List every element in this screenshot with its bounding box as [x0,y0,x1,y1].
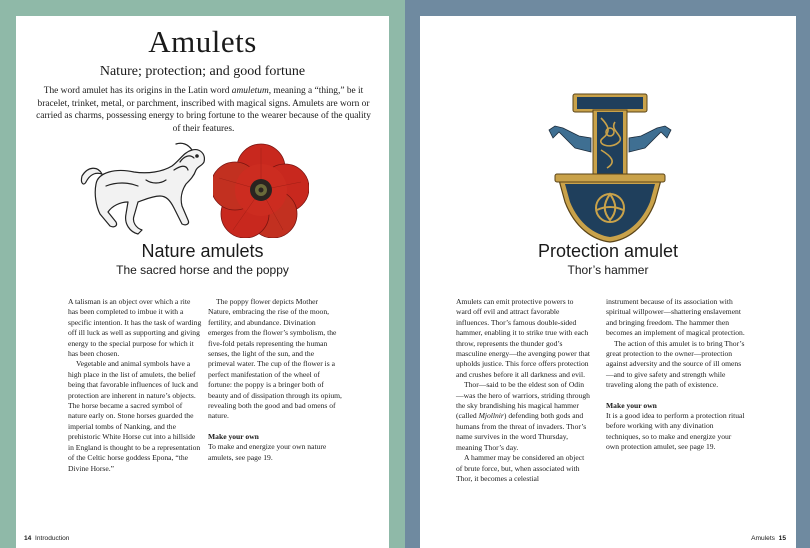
paragraph: The poppy flower depicts Mother Nature, embracing the rise of the moon, fertility, and abundance. Divination emerges from the flower’s symbolism, the five-fold petals representing the human senses, the light of the sun, and the primeval water. The cup of the flower is a perfect manifestation of the wheel of fortune: the poppy is a bringer both of beauty and of dissipation through its opium, revealing both the good and bad omens of nature. [208,297,342,421]
paragraph: Vegetable and animal symbols have a high place in the list of amulets, the belief being that favorable influences of luck and protection are inherent in nature’s objects. The horse became a sacred symbol of nature early on. Stone horses guarded the imperial tombs of Nanking, and the prehistoric White Horse cut into a hillside in England is thought to be a representation of the Celtic horse goddess Epona, “the Divine Horse.” [68,359,201,473]
left-column-2 [208,297,342,463]
make-your-own-heading: Make your own [606,400,657,410]
left-column-1 [68,297,202,474]
left-footer [24,535,69,542]
make-your-own-text: It is a good idea to perform a protection ritual before working with any divination techniques, so to make and energize your own protection amulet, see page 19. [606,411,745,452]
intro-paragraph: The word amulet has its origins in the Latin word amuletum, meaning a “thing,” be it bracelet, trinket, metal, or parchment, inscribed with magical signs. Amulets are worn or carried as charms, possessing energy to bring fortune to the wearer because of the quality of their features. [36,86,371,134]
make-your-own-text: To make and energize your own nature amulets, see page 19. [208,442,327,462]
paragraph: Amulets can emit protective powers to ward off evil and attract favorable influences. Thor’s famous double-sided hammer, enabling it to strike true with each throw, represents the thunder god’s masculine energy—the avenging power that upholds justice. This force offers protection and crushes before it all darkness and evil. [456,297,590,379]
section-subtitle-protection: Thor’s hammer [567,263,649,277]
paragraph: A hammer may be considered an object of brute force, but, when associated with Thor, it becomes a celestial [456,453,585,483]
right-column-1 [456,297,590,484]
footer-label: Introduction [35,535,70,542]
page-title: Amulets [148,24,257,59]
section-title-nature: Nature amulets [141,241,264,261]
page-subtitle: Nature; protection; and good fortune [99,64,306,79]
thors-hammer-illustration [545,92,675,244]
right-footer [751,535,786,542]
poppy-illustration [213,142,309,238]
page-number: 14 [24,535,32,542]
paragraph: instrument because of its association with spiritual willpower—shattering enslavement and bringing freedom. The hammer then becomes an implement of magical protection. [606,297,745,338]
page-number: 15 [778,535,786,542]
left-page [16,16,389,548]
section-subtitle-nature: The sacred horse and the poppy [116,263,289,277]
right-column-2 [606,297,746,453]
make-your-own-heading: Make your own [208,431,259,441]
paragraph: The action of this amulet is to bring Thor’s great protection to the owner—protection against adversity and the source of ill omens—and to give safety and strength while traveling along the path of existence. [606,338,745,390]
paragraph: Thor—said to be the eldest son of Odin—was the hero of warriors, striding through the sky brandishing his magical hammer (called Mjollnir) defending both gods and humans from the threat of invaders. Thor’s name survives in the word Thursday, meaning Thor’s day. [456,380,590,452]
footer-label: Amulets [751,535,775,542]
right-page [420,16,796,548]
horse-illustration [76,136,216,236]
paragraph: A talisman is an object over which a rite has been completed to imbue it with a specific intention. It has the task of warding off ill luck as well as supporting and giving energy to the special purpose for which it has been chosen. [68,297,202,359]
section-title-protection: Protection amulet [537,241,679,261]
